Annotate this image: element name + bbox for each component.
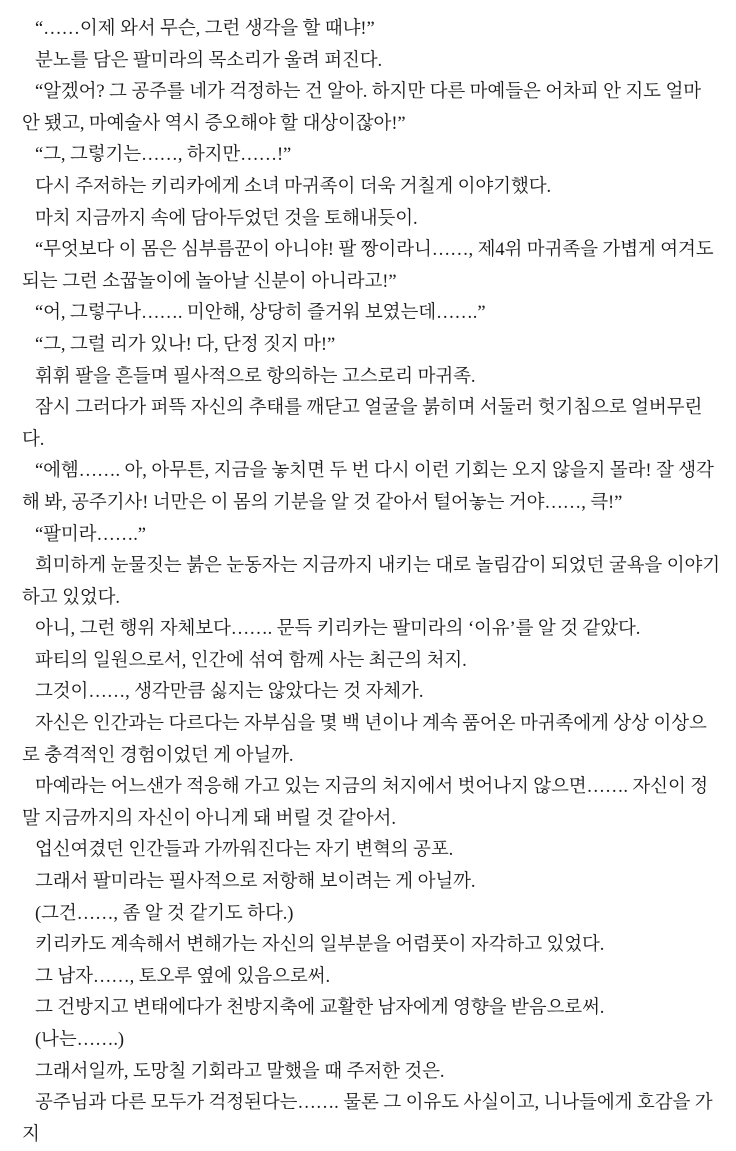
- paragraph: “무엇보다 이 몸은 심부름꾼이 아니야! 팔 짱이라니……, 제4위 마귀족을 가볍게 여겨도 되는 그런 소꿉놀이에 놀아날 신분이 아니라고!”: [22, 240, 714, 292]
- paragraph: 그것이……, 생각만큼 싫지는 않았다는 것 자체가.: [35, 682, 424, 703]
- paragraph: 분노를 담은 팔미라의 목소리가 울려 퍼진다.: [35, 50, 383, 71]
- paragraph: “……이제 와서 무슨, 그런 생각을 할 때냐!”: [35, 19, 375, 39]
- paragraph: 업신여겼던 인간들과 가까워진다는 자기 변혁의 공포.: [35, 840, 454, 861]
- paragraph: 잠시 그러다가 퍼뜩 자신의 추태를 깨닫고 얼굴을 붉히며 서둘러 헛기침으로 얼버무린다.: [22, 398, 703, 450]
- paragraph: 그 남자……, 토오루 옆에 있음으로써.: [35, 966, 330, 987]
- paragraph: 파티의 일원으로서, 인간에 섞여 함께 사는 최근의 처지.: [35, 650, 467, 671]
- paragraph: 키리카도 계속해서 변해가는 자신의 일부분을 어렴풋이 자각하고 있었다.: [35, 935, 605, 956]
- paragraph: 마예라는 어느샌가 적응해 가고 있는 지금의 처지에서 벗어나지 않으면……. 자신이 정말 지금까지의 자신이 아니게 돼 버릴 것 같아서.: [22, 777, 709, 829]
- paragraph: 그래서 팔미라는 필사적으로 저항해 보이려는 게 아닐까.: [35, 872, 476, 893]
- paragraph: 휘휘 팔을 흔들며 필사적으로 항의하는 고스로리 마귀족.: [35, 366, 476, 387]
- paragraph: “팔미라…….”: [35, 524, 146, 545]
- paragraph: “그, 그렇기는……, 하지만……!”: [35, 145, 292, 166]
- paragraph: “알겠어? 그 공주를 네가 걱정하는 건 알아. 하지만 다른 마예들은 어차피 안 지도 얼마 안 됐고, 마예술사 역시 증오해야 할 대상이잖아!”: [22, 82, 702, 134]
- paragraph: 다시 주저하는 키리카에게 소녀 마귀족이 더욱 거칠게 이야기했다.: [35, 176, 552, 197]
- paragraph: 그래서일까, 도망칠 기회라고 말했을 때 주저한 것은.: [35, 1061, 445, 1082]
- paragraph: “그, 그럴 리가 있나! 다, 단정 짓지 마!”: [35, 334, 336, 355]
- paragraph: 그 건방지고 변태에다가 천방지축에 교활한 남자에게 영향을 받음으로써.: [35, 998, 605, 1019]
- paragraph: 자신은 인간과는 다르다는 자부심을 몇 백 년이나 계속 품어온 마귀족에게 상상 이상으로 충격적인 경험이었던 게 아닐까.: [22, 714, 707, 766]
- paragraph: 마치 지금까지 속에 담아두었던 것을 토해내듯이.: [35, 208, 418, 229]
- paragraph: 희미하게 눈물짓는 붉은 눈동자는 지금까지 내키는 대로 놀림감이 되었던 굴욕을 이야기하고 있었다.: [22, 556, 721, 608]
- paragraph: (나는…….): [35, 1030, 124, 1050]
- paragraph: (그건……, 좀 알 것 같기도 하다.): [35, 903, 294, 924]
- paragraph: “어, 그렇구나……. 미안해, 상당히 즐거워 보였는데…….”: [35, 303, 486, 324]
- paragraph: 아니, 그런 행위 자체보다……. 문득 키리카는 팔미라의 ‘이유’를 알 것 같았다.: [35, 619, 641, 640]
- paragraph: “에헴……. 아, 아무튼, 지금을 놓치면 두 번 다시 이런 기회는 오지 않을지 몰라! 잘 생각해 봐, 공주기사! 너만은 이 몸의 기분을 알 것 같아서 털어놓는 거야……, 큭!”: [22, 461, 714, 513]
- page-body-text: [22, 14, 720, 1151]
- paragraph: 공주님과 다른 모두가 걱정된다는……. 물론 그 이유도 사실이고, 니나들에게 호감을 가지: [22, 1093, 713, 1145]
